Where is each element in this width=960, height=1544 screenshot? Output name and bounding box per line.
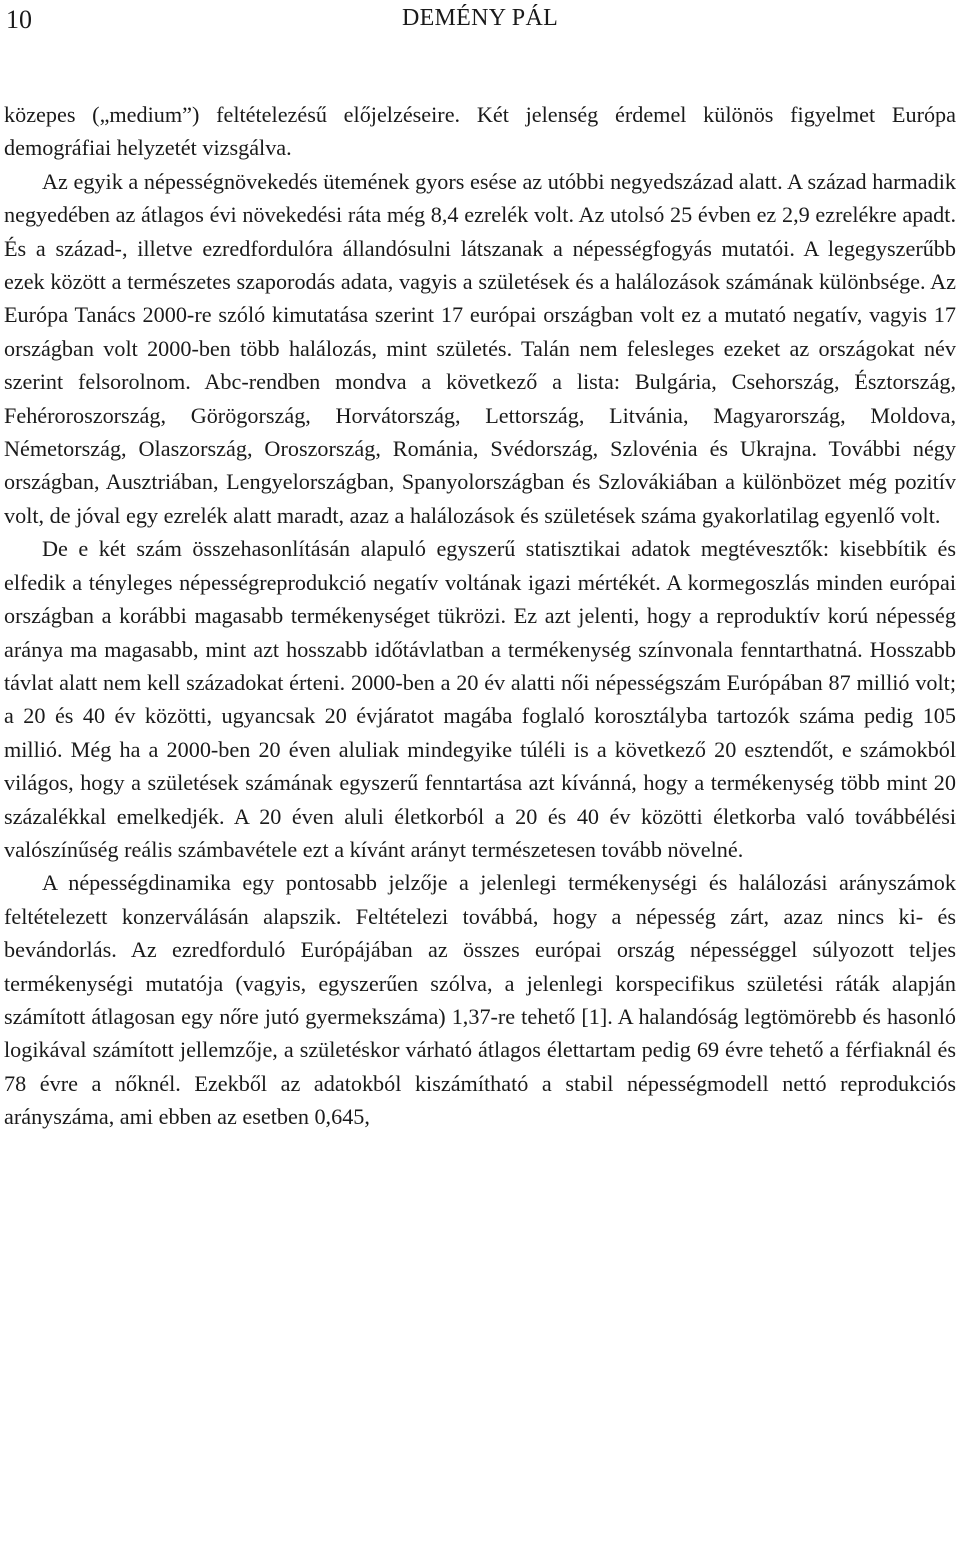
paragraph: A népességdinamika egy pontosabb jelzője a jelenlegi termékenységi és halálozási arányszámok feltételezett konzerválásán alapszik. Feltételezi továbbá, hogy a népesség zárt, azaz nincs ki- és bevándorlás. Az ezredforduló Európájában az összes európai ország népességgel súlyozott teljes termékenységi mutatója (vagyis, egyszerűen szólva, a jelenlegi korspecifikus születési ráták alapján számított átlagosan egy nőre jutó gyermekszáma) 1,37-re tehető [1]. A halandóság legtömörebb és hasonló logikával számított jellemzője, a születéskor várható átlagos élettartam pedig 69 évre tehető a férfiaknál és 78 évre a nőknél. Ezekből az adatokból kiszámítható a stabil népességmodell nettó reprodukciós arányszáma, ami ebben az esetben 0,645, [4, 870, 956, 1130]
body-text [4, 98, 956, 1134]
page-number: 10 [6, 5, 32, 34]
paragraph: közepes („medium”) feltételezésű előjelzéseire. Két jelenség érdemel különös figyelmet Európa demográfiai helyzetét vizsgálva. [4, 102, 956, 161]
running-head: DEMÉNY PÁL [401, 5, 559, 31]
paragraph: Az egyik a népességnövekedés ütemének gyors esése az utóbbi negyedszázad alatt. A század harmadik negyedében az átlagos évi növekedési ráta még 8,4 ezrelék volt. Az utolsó 25 évben ez 2,9 ezrelékre apadt. És a század-, illetve ezredfordulóra állandósulni látszanak a népességfogyás mutatói. A legegyszerűbb ezek között a természetes szaporodás adata, vagyis a születések és a halálozások számának különbsége. Az Európa Tanács 2000-re szóló kimutatása szerint 17 európai országban volt ez a mutató negatív, vagyis 17 országban volt 2000-ben több halálozás, mint születés. Talán nem felesleges ezeket az országokat név szerint felsorolnom. Abc-rendben mondva a következő a lista: Bulgária, Csehország, Észtország, Fehéroroszország, Görögország, Horvátország, Lettország, Litvánia, Magyarország, Moldova, Németország, Olaszország, Oroszország, Románia, Svédország, Szlovénia és Ukrajna. További négy országban, Ausztriában, Lengyelországban, Spanyolországban és Szlovákiában a különbözet még pozitív volt, de jóval egy ezrelék alatt maradt, azaz a halálozások és születések száma gyakorlatilag egyenlő volt. [4, 168, 956, 528]
paragraph: De e két szám összehasonlításán alapuló egyszerű statisztikai adatok megtévesztők: kisebbítik és elfedik a tényleges népességreprodukció negatív voltának igazi mértékét. A kormegoszlás minden európai országban a korábbi magasabb termékenységet tükrözi. Ez azt jelenti, hogy a reproduktív korú népesség aránya ma magasabb, mint azt hosszabb időtávlatban a termékenység színvonala fenntarthatná. Hosszabb távlat alatt nem kell századokat érteni. 2000-ben a 20 év alatti női népességszám Európában 87 millió volt; a 20 és 40 év közötti, ugyancsak 20 évjáratot magába foglaló korosztályba tartozók száma pedig 105 millió. Még ha a 2000-ben 20 éven aluliak mindegyike túléli is a következő 20 esztendőt, e számokból világos, hogy a születések számának egyszerű fenntartása azt kívánná, hogy a termékenység több mint 20 százalékkal emelkedjék. A 20 éven aluli életkorból a 20 és 40 év közötti életkorba való továbbélési valószínűség reális számbavétele ezt a kívánt arányt természetesen tovább növelné. [4, 536, 956, 862]
page-header [0, 0, 960, 40]
